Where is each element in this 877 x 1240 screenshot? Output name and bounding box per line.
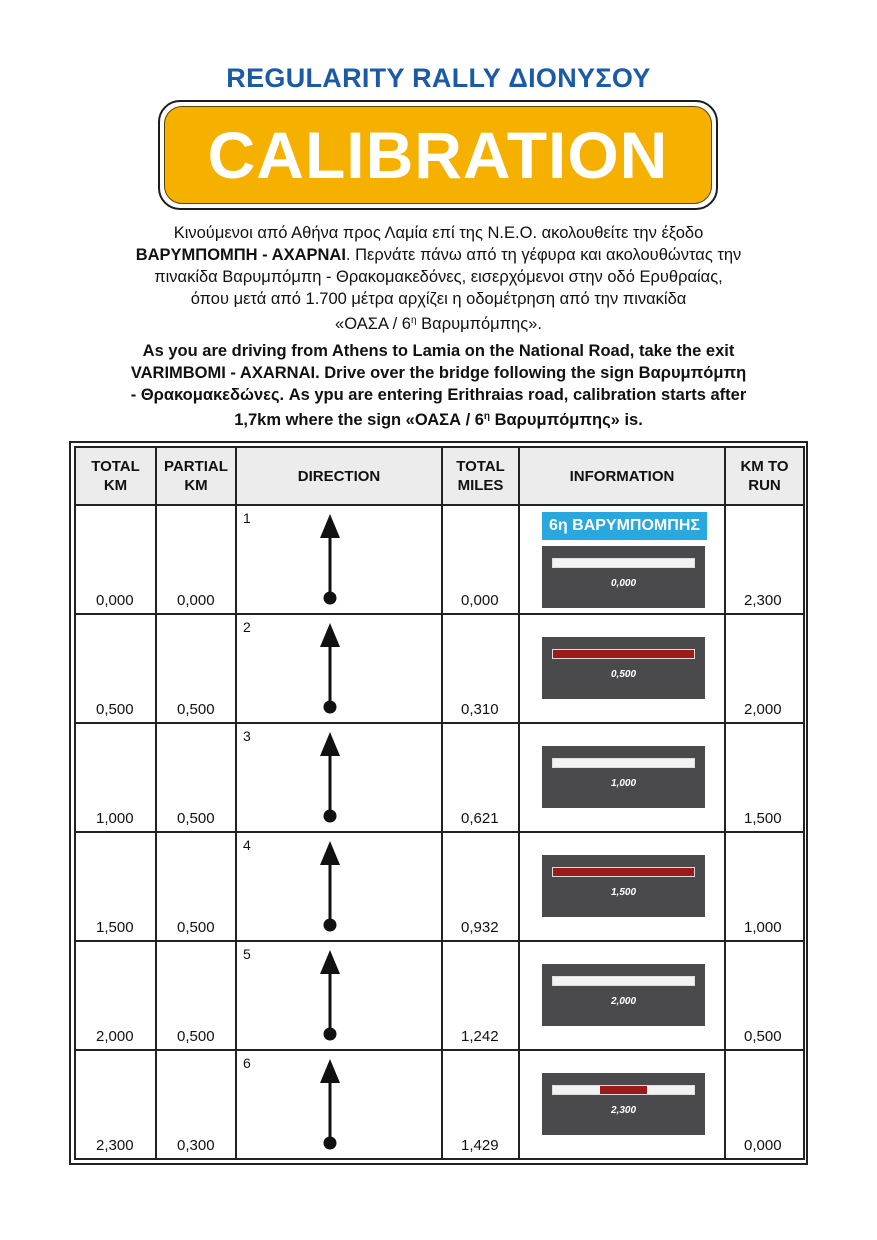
info-graphic bbox=[520, 833, 724, 940]
cell-total-km: 1,000 bbox=[75, 723, 156, 832]
odometer-value: 0,500 bbox=[610, 669, 637, 680]
cell-information bbox=[519, 614, 725, 723]
step-number: 1 bbox=[243, 510, 251, 526]
odometer-panel bbox=[542, 637, 705, 699]
cell-partial-km: 0,300 bbox=[156, 1050, 236, 1159]
step-number: 5 bbox=[243, 946, 251, 962]
arrow-container bbox=[317, 839, 343, 938]
odometer-panel bbox=[542, 964, 705, 1026]
cell-partial-km: 0,500 bbox=[156, 723, 236, 832]
intro-english-line-4-pre: 1,7km where the sign «ΟΑΣΑ / 6 bbox=[234, 411, 484, 429]
cell-direction bbox=[236, 941, 442, 1050]
intro-english-line-2: VARIMBOMI - AXARNAI. Drive over the bridge following the sign Βαρυμπόμπη bbox=[130, 364, 747, 382]
cell-total-km: 2,300 bbox=[75, 1050, 156, 1159]
exit-name: ΒΑΡΥΜΠΟΜΠΗ - ΑΧΑΡΝΑΙ bbox=[135, 246, 346, 264]
step-number: 4 bbox=[243, 837, 251, 853]
odometer-bar-segment bbox=[600, 1086, 648, 1094]
intro-greek-line-5 bbox=[70, 310, 807, 335]
odometer-bar bbox=[552, 649, 695, 659]
table-row bbox=[75, 505, 804, 614]
cell-information bbox=[519, 1050, 725, 1159]
header-km-to-run: KM TO RUN bbox=[725, 447, 804, 505]
step-number: 2 bbox=[243, 619, 251, 635]
cell-partial-km: 0,500 bbox=[156, 614, 236, 723]
straight-arrow-icon bbox=[317, 621, 343, 715]
intro-greek bbox=[70, 222, 807, 335]
cell-total-km: 1,500 bbox=[75, 832, 156, 941]
odometer-value: 2,000 bbox=[610, 996, 637, 1007]
odometer-value: 0,000 bbox=[610, 578, 637, 589]
table-row bbox=[75, 723, 804, 832]
header-partial-km: PARTIAL KM bbox=[156, 447, 236, 505]
cell-direction bbox=[236, 1050, 442, 1159]
intro-english-line-4-post: Βαρυμπόμπης» is. bbox=[490, 411, 643, 429]
intro-greek-line-3: πινακίδα Βαρυμπόμπη - Θρακομακεδόνες, εισερχόμενοι στην οδό Ερυθραίας, bbox=[154, 268, 723, 286]
calibration-badge-fill bbox=[164, 106, 712, 204]
cell-direction bbox=[236, 614, 442, 723]
info-graphic bbox=[520, 1051, 724, 1158]
arrow-container bbox=[317, 730, 343, 829]
header-total-miles: TOTAL MILES bbox=[442, 447, 519, 505]
straight-arrow-icon bbox=[317, 839, 343, 933]
odometer-value: 2,300 bbox=[610, 1105, 637, 1116]
cell-information bbox=[519, 723, 725, 832]
straight-arrow-icon bbox=[317, 730, 343, 824]
intro-english-line-4 bbox=[70, 406, 807, 431]
step-number: 3 bbox=[243, 728, 251, 744]
cell-km-to-run: 1,000 bbox=[725, 832, 804, 941]
intro-greek-line-2-rest: . Περνάτε πάνω από τη γέφυρα και ακολουθώντας την bbox=[345, 246, 742, 264]
cell-km-to-run: 0,000 bbox=[725, 1050, 804, 1159]
odometer-panel bbox=[542, 746, 705, 808]
cell-total-miles: 1,242 bbox=[442, 941, 519, 1050]
table-row bbox=[75, 941, 804, 1050]
intro-greek-line-5-pre: «ΟΑΣΑ / 6 bbox=[335, 315, 411, 333]
info-graphic bbox=[520, 942, 724, 1049]
cell-information bbox=[519, 505, 725, 614]
intro-english-line-3: - Θρακομακεδώνες. As ypu are entering Erithraias road, calibration starts after bbox=[130, 386, 747, 404]
calibration-badge bbox=[158, 100, 718, 210]
calibration-badge-text: CALIBRATION bbox=[207, 118, 669, 192]
cell-total-km: 0,000 bbox=[75, 505, 156, 614]
straight-arrow-icon bbox=[317, 512, 343, 606]
straight-arrow-icon bbox=[317, 1057, 343, 1151]
intro-greek-line-5-post: Βαρυμπόμπης». bbox=[416, 315, 542, 333]
event-title: REGULARITY RALLY ΔΙΟΝΥΣΟΥ bbox=[226, 63, 651, 93]
arrow-container bbox=[317, 621, 343, 720]
odometer-bar bbox=[552, 1085, 695, 1095]
arrow-container bbox=[317, 1057, 343, 1156]
cell-information bbox=[519, 941, 725, 1050]
cell-information bbox=[519, 832, 725, 941]
intro-english-line-1: As you are driving from Athens to Lamia on the National Road, take the exit bbox=[142, 342, 735, 360]
intro-greek-line-5-sup: η bbox=[411, 315, 417, 326]
cell-partial-km: 0,500 bbox=[156, 941, 236, 1050]
intro-english-line-4-sup: η bbox=[483, 411, 491, 422]
info-graphic bbox=[520, 724, 724, 831]
odometer-panel bbox=[542, 546, 705, 608]
roadbook-table bbox=[74, 446, 805, 1160]
header-information: INFORMATION bbox=[519, 447, 725, 505]
cell-total-miles: 0,000 bbox=[442, 505, 519, 614]
arrow-container bbox=[317, 948, 343, 1047]
odometer-bar bbox=[552, 976, 695, 986]
cell-total-miles: 0,310 bbox=[442, 614, 519, 723]
intro-greek-line-1: Κινούμενοι από Αθήνα προς Λαμία επί της Ν.Ε.Ο. ακολουθείτε την έξοδο bbox=[173, 224, 704, 242]
cell-partial-km: 0,500 bbox=[156, 832, 236, 941]
odometer-value: 1,000 bbox=[610, 778, 637, 789]
odometer-panel bbox=[542, 855, 705, 917]
cell-partial-km: 0,000 bbox=[156, 505, 236, 614]
table-header-row bbox=[75, 447, 804, 505]
odometer-bar bbox=[552, 558, 695, 568]
cell-km-to-run: 2,300 bbox=[725, 505, 804, 614]
table-row bbox=[75, 614, 804, 723]
cell-total-miles: 0,621 bbox=[442, 723, 519, 832]
odometer-value: 1,500 bbox=[610, 887, 637, 898]
table-row bbox=[75, 832, 804, 941]
header-total-km: TOTAL KM bbox=[75, 447, 156, 505]
table-row bbox=[75, 1050, 804, 1159]
intro-english bbox=[70, 340, 807, 431]
pole-sign: 6η ΒΑΡΥΜΠΟΜΠΗΣ bbox=[542, 512, 707, 540]
cell-total-km: 2,000 bbox=[75, 941, 156, 1050]
info-graphic bbox=[520, 615, 724, 722]
step-number: 6 bbox=[243, 1055, 251, 1071]
cell-total-miles: 0,932 bbox=[442, 832, 519, 941]
cell-direction bbox=[236, 832, 442, 941]
cell-total-miles: 1,429 bbox=[442, 1050, 519, 1159]
odometer-panel bbox=[542, 1073, 705, 1135]
intro-greek-line-4: όπου μετά από 1.700 μέτρα αρχίζει η οδομέτρηση από την πινακίδα bbox=[190, 290, 687, 308]
straight-arrow-icon bbox=[317, 948, 343, 1042]
odometer-bar bbox=[552, 758, 695, 768]
cell-total-km: 0,500 bbox=[75, 614, 156, 723]
cell-direction bbox=[236, 723, 442, 832]
arrow-container bbox=[317, 512, 343, 611]
odometer-bar bbox=[552, 867, 695, 877]
cell-km-to-run: 1,500 bbox=[725, 723, 804, 832]
cell-km-to-run: 0,500 bbox=[725, 941, 804, 1050]
intro-greek-line-2 bbox=[70, 244, 807, 266]
header-direction: DIRECTION bbox=[236, 447, 442, 505]
cell-direction bbox=[236, 505, 442, 614]
info-graphic bbox=[520, 506, 724, 613]
cell-km-to-run: 2,000 bbox=[725, 614, 804, 723]
